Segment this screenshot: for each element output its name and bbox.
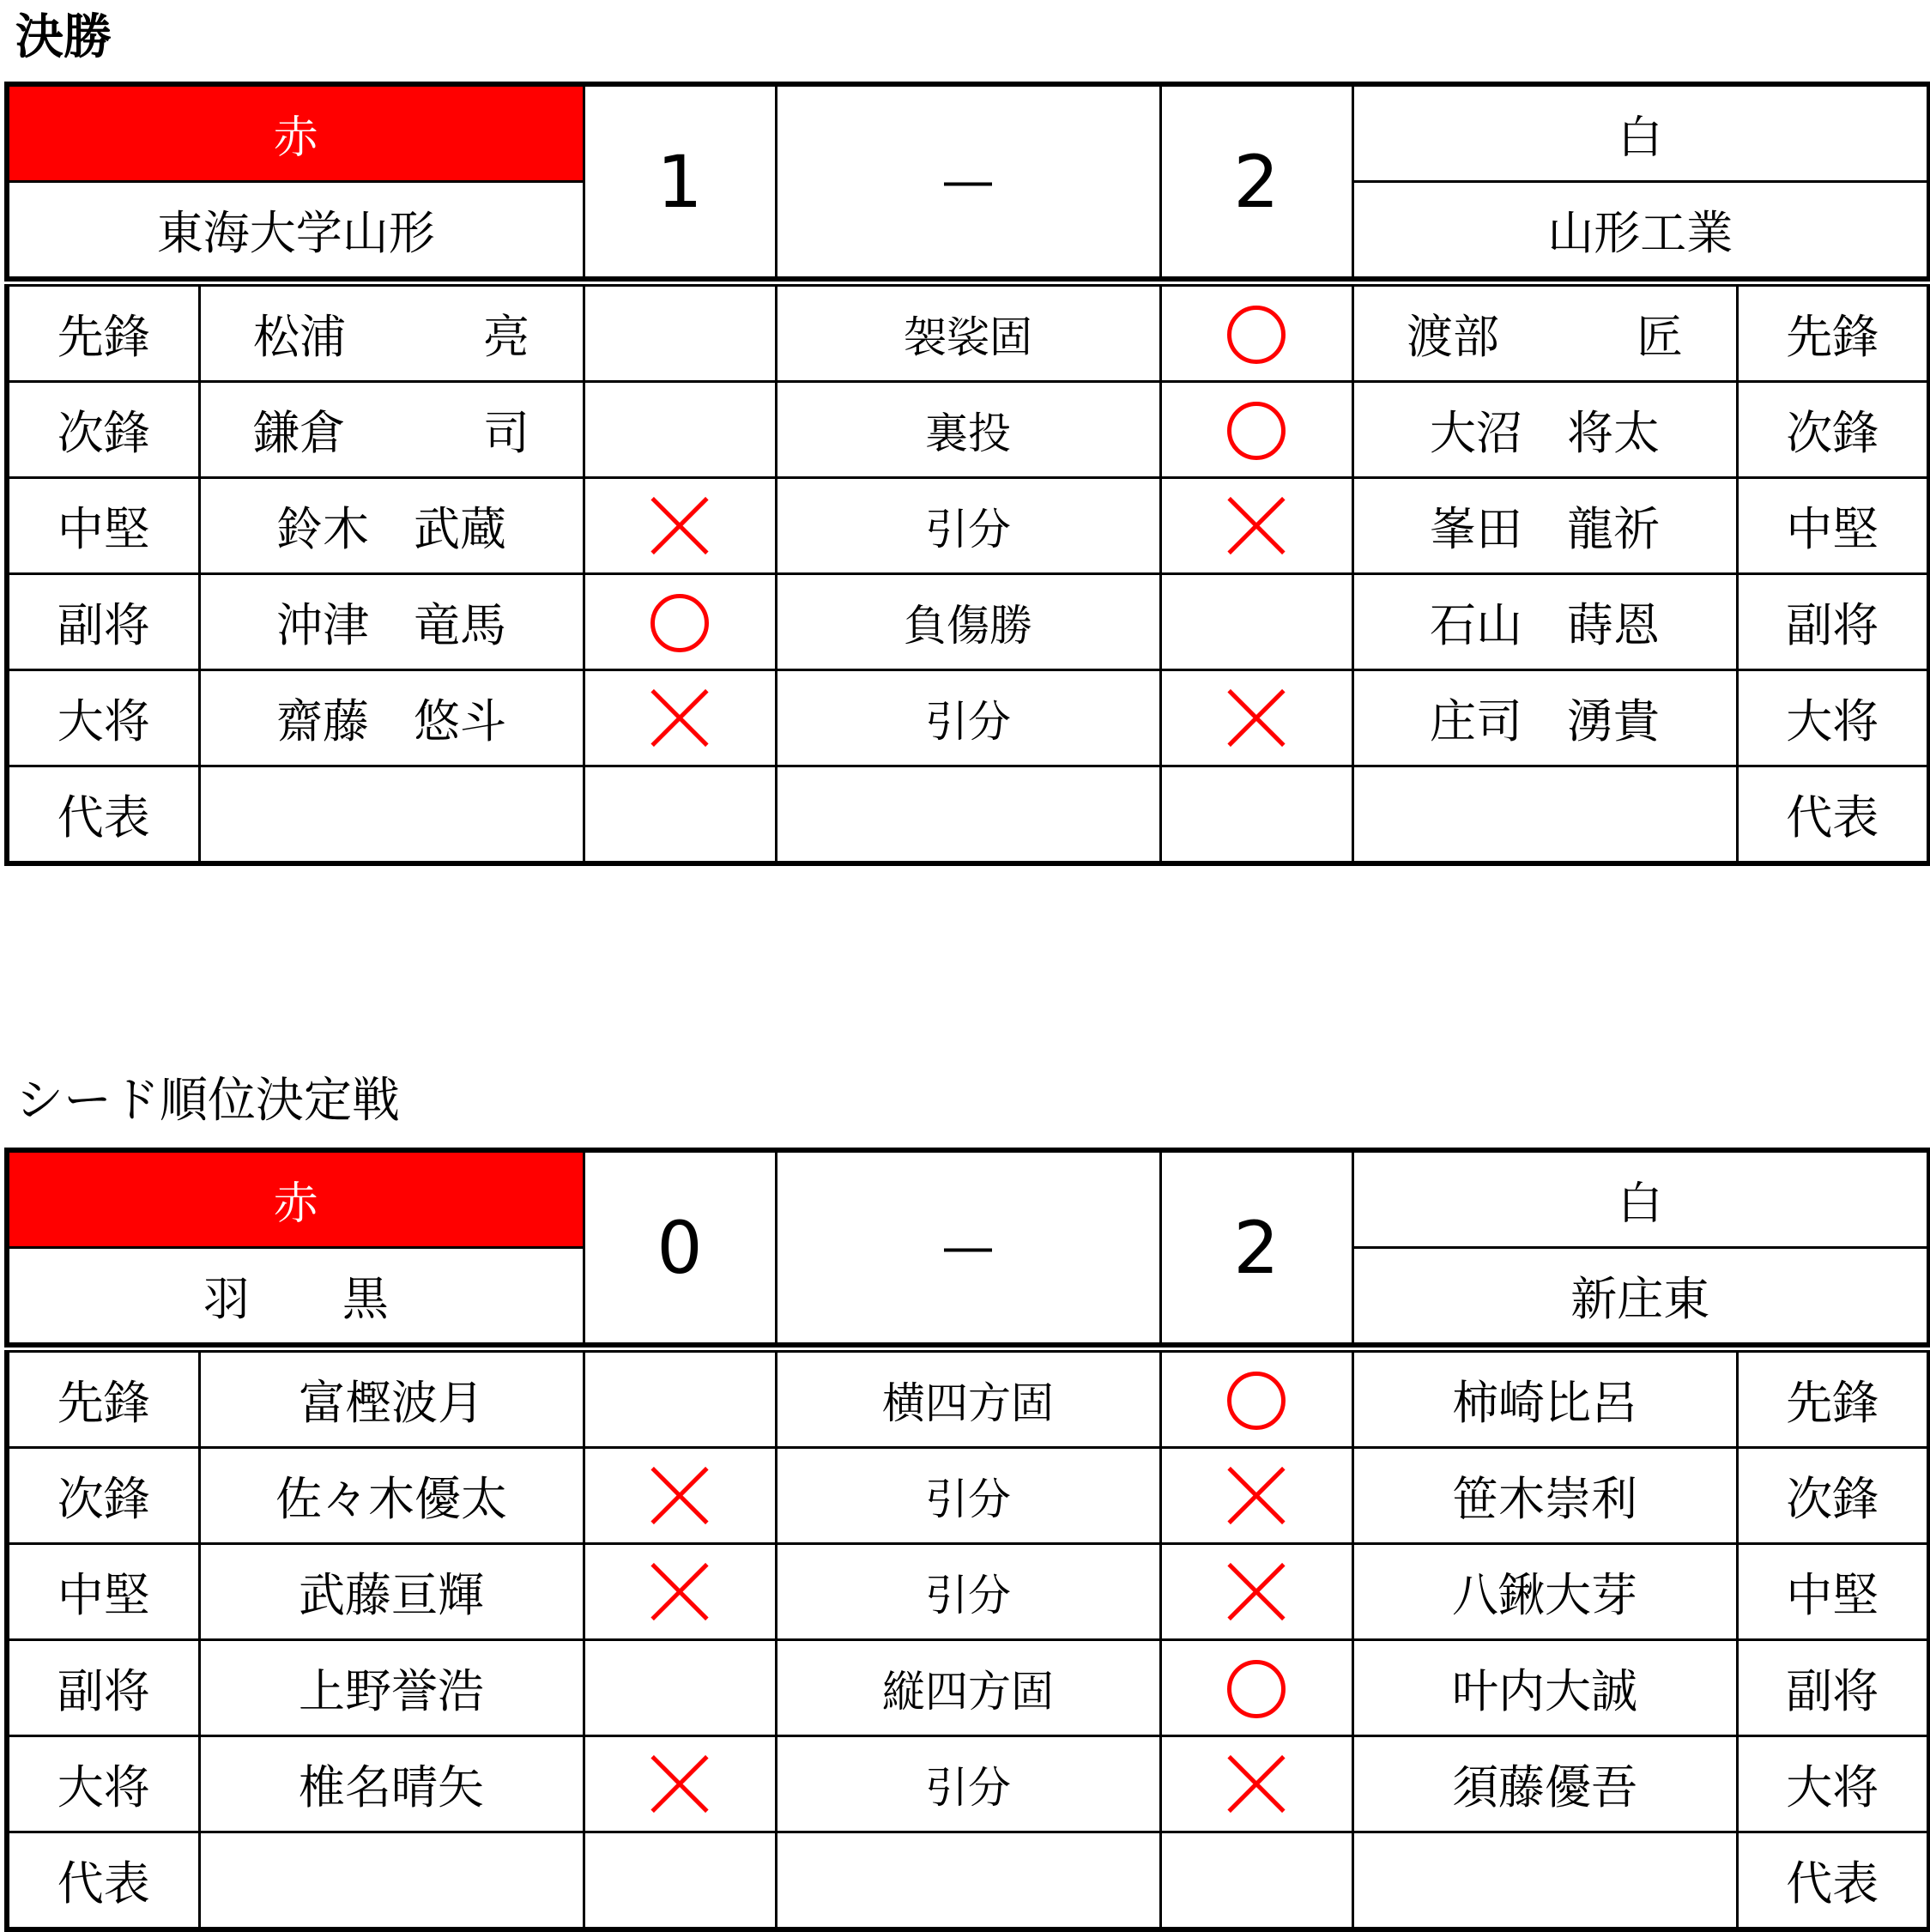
white-player-name xyxy=(1352,478,1737,574)
player-surname: 鎌倉 xyxy=(253,406,346,460)
white-result-mark xyxy=(1160,478,1352,574)
match-table-final xyxy=(4,82,1930,866)
white-player-name xyxy=(1352,1736,1737,1832)
technique: 裏投 xyxy=(776,382,1160,478)
technique: 引分 xyxy=(776,1544,1160,1640)
bout-row xyxy=(7,1349,1929,1448)
player-given-name: 匠 xyxy=(1637,310,1684,364)
player-given-name: 龍祈 xyxy=(1567,502,1661,556)
white-player-name xyxy=(1352,283,1737,382)
position-right: 次鋒 xyxy=(1737,382,1929,478)
position-right: 中堅 xyxy=(1737,1544,1929,1640)
bout-row xyxy=(7,1640,1929,1736)
red-player-name xyxy=(199,766,584,864)
win-circle-icon xyxy=(1227,306,1286,364)
position-right: 代表 xyxy=(1737,1832,1929,1930)
section-title-final: 決勝 xyxy=(15,9,112,65)
white-player-name xyxy=(1352,382,1737,478)
player-surname: 渡部 xyxy=(1407,310,1500,364)
position-right: 中堅 xyxy=(1737,478,1929,574)
loss-cross-icon xyxy=(1223,1559,1290,1626)
technique: 引分 xyxy=(776,670,1160,766)
position-right: 次鋒 xyxy=(1737,1448,1929,1544)
red-result-mark xyxy=(584,574,776,670)
player-given-name: 竜馬 xyxy=(414,598,506,652)
position-left: 次鋒 xyxy=(7,1448,199,1544)
player-surname: 齋藤 xyxy=(276,694,369,748)
player-surname: 峯田 xyxy=(1430,502,1523,556)
white-score: 2 xyxy=(1160,1150,1352,1344)
red-result-mark xyxy=(584,1640,776,1736)
position-right: 先鋒 xyxy=(1737,283,1929,382)
red-player-name xyxy=(199,382,584,478)
player-given-name: 亮 xyxy=(483,310,529,364)
technique: 引分 xyxy=(776,1736,1160,1832)
player-surname: 大沼 xyxy=(1430,406,1523,460)
white-score: 2 xyxy=(1160,84,1352,278)
bout-row xyxy=(7,478,1929,574)
loss-cross-icon xyxy=(1223,1751,1290,1818)
white-result-mark xyxy=(1160,766,1352,864)
player-surname: 椎名晴矢 xyxy=(299,1760,484,1814)
red-result-mark xyxy=(584,478,776,574)
player-surname: 八鍬大芽 xyxy=(1452,1568,1638,1622)
loss-cross-icon xyxy=(1223,1463,1290,1529)
loss-cross-icon xyxy=(646,493,713,560)
white-team-label: 白 xyxy=(1352,84,1929,182)
bout-row xyxy=(7,670,1929,766)
player-given-name: 司 xyxy=(483,406,529,460)
red-player-name xyxy=(199,283,584,382)
red-team-name: 東海大学山形 xyxy=(7,182,584,278)
player-surname: 佐々木優太 xyxy=(275,1472,507,1526)
red-result-mark xyxy=(584,382,776,478)
player-given-name: 将太 xyxy=(1567,406,1661,460)
technique xyxy=(776,766,1160,864)
player-surname: 上野誉浩 xyxy=(299,1664,484,1718)
loss-cross-icon xyxy=(1223,685,1290,752)
red-player-name xyxy=(199,1640,584,1736)
technique: 袈裟固 xyxy=(776,283,1160,382)
white-result-mark xyxy=(1160,382,1352,478)
position-left: 副将 xyxy=(7,1640,199,1736)
position-left: 中堅 xyxy=(7,478,199,574)
position-right: 副将 xyxy=(1737,574,1929,670)
bout-row xyxy=(7,574,1929,670)
position-left: 先鋒 xyxy=(7,1349,199,1448)
red-player-name xyxy=(199,1832,584,1930)
player-surname: 富樫波月 xyxy=(299,1376,484,1430)
white-player-name xyxy=(1352,1349,1737,1448)
score-dash: ― xyxy=(776,84,1160,278)
bout-row xyxy=(7,1832,1929,1930)
player-surname: 笹木崇利 xyxy=(1452,1472,1638,1526)
white-result-mark xyxy=(1160,1544,1352,1640)
red-player-name xyxy=(199,670,584,766)
player-surname: 須藤優吾 xyxy=(1452,1760,1638,1814)
red-result-mark xyxy=(584,1544,776,1640)
red-player-name xyxy=(199,478,584,574)
red-result-mark xyxy=(584,670,776,766)
loss-cross-icon xyxy=(646,1751,713,1818)
red-result-mark xyxy=(584,766,776,864)
position-left: 代表 xyxy=(7,766,199,864)
white-team-name: 新庄東 xyxy=(1352,1248,1929,1344)
bout-row xyxy=(7,1544,1929,1640)
white-player-name xyxy=(1352,766,1737,864)
score-dash: ― xyxy=(776,1150,1160,1344)
red-player-name xyxy=(199,1736,584,1832)
player-surname: 鈴木 xyxy=(276,502,369,556)
white-player-name xyxy=(1352,670,1737,766)
technique: 横四方固 xyxy=(776,1349,1160,1448)
white-result-mark xyxy=(1160,1832,1352,1930)
section-title-seed: シード順位決定戦 xyxy=(15,1073,400,1129)
white-team-name: 山形工業 xyxy=(1352,182,1929,278)
player-given-name: 湧貴 xyxy=(1567,694,1661,748)
player-surname: 石山 xyxy=(1430,598,1523,652)
bout-row xyxy=(7,283,1929,382)
technique: 負傷勝 xyxy=(776,574,1160,670)
red-team-name: 羽 黒 xyxy=(7,1248,584,1344)
red-result-mark xyxy=(584,1832,776,1930)
player-given-name: 悠斗 xyxy=(414,694,506,748)
bout-row xyxy=(7,1448,1929,1544)
white-player-name xyxy=(1352,1640,1737,1736)
white-player-name xyxy=(1352,1832,1737,1930)
position-right: 副将 xyxy=(1737,1640,1929,1736)
technique: 引分 xyxy=(776,478,1160,574)
loss-cross-icon xyxy=(646,1559,713,1626)
red-team-label: 赤 xyxy=(7,1150,584,1248)
win-circle-icon xyxy=(1227,402,1286,460)
position-left: 次鋒 xyxy=(7,382,199,478)
bout-row xyxy=(7,1736,1929,1832)
loss-cross-icon xyxy=(1223,493,1290,560)
position-left: 大将 xyxy=(7,670,199,766)
red-result-mark xyxy=(584,1448,776,1544)
red-player-name xyxy=(199,1349,584,1448)
player-surname: 武藤亘輝 xyxy=(299,1568,484,1622)
technique: 縦四方固 xyxy=(776,1640,1160,1736)
player-surname: 柿崎比呂 xyxy=(1452,1376,1638,1430)
player-given-name: 蒔恩 xyxy=(1567,598,1661,652)
loss-cross-icon xyxy=(646,685,713,752)
technique: 引分 xyxy=(776,1448,1160,1544)
white-result-mark xyxy=(1160,574,1352,670)
match-table-seed xyxy=(4,1148,1930,1932)
red-player-name xyxy=(199,1448,584,1544)
white-result-mark xyxy=(1160,1349,1352,1448)
player-given-name: 武蔵 xyxy=(414,502,506,556)
win-circle-icon xyxy=(650,594,709,652)
red-team-label: 赤 xyxy=(7,84,584,182)
bout-row xyxy=(7,382,1929,478)
red-score: 1 xyxy=(584,84,776,278)
white-player-name xyxy=(1352,1544,1737,1640)
red-player-name xyxy=(199,574,584,670)
white-result-mark xyxy=(1160,1736,1352,1832)
position-left: 先鋒 xyxy=(7,283,199,382)
red-result-mark xyxy=(584,283,776,382)
white-result-mark xyxy=(1160,1640,1352,1736)
win-circle-icon xyxy=(1227,1372,1286,1430)
red-result-mark xyxy=(584,1349,776,1448)
white-result-mark xyxy=(1160,670,1352,766)
white-team-label: 白 xyxy=(1352,1150,1929,1248)
loss-cross-icon xyxy=(646,1463,713,1529)
position-right: 大将 xyxy=(1737,670,1929,766)
win-circle-icon xyxy=(1227,1660,1286,1718)
position-right: 先鋒 xyxy=(1737,1349,1929,1448)
white-player-name xyxy=(1352,574,1737,670)
red-score: 0 xyxy=(584,1150,776,1344)
player-surname: 叶内大誠 xyxy=(1452,1664,1638,1718)
white-player-name xyxy=(1352,1448,1737,1544)
position-left: 代表 xyxy=(7,1832,199,1930)
position-left: 大将 xyxy=(7,1736,199,1832)
red-result-mark xyxy=(584,1736,776,1832)
position-left: 中堅 xyxy=(7,1544,199,1640)
position-right: 代表 xyxy=(1737,766,1929,864)
red-player-name xyxy=(199,1544,584,1640)
technique xyxy=(776,1832,1160,1930)
white-result-mark xyxy=(1160,283,1352,382)
white-result-mark xyxy=(1160,1448,1352,1544)
bout-row xyxy=(7,766,1929,864)
player-surname: 沖津 xyxy=(276,598,369,652)
player-surname: 松浦 xyxy=(253,310,346,364)
position-left: 副将 xyxy=(7,574,199,670)
player-surname: 庄司 xyxy=(1430,694,1523,748)
position-right: 大将 xyxy=(1737,1736,1929,1832)
